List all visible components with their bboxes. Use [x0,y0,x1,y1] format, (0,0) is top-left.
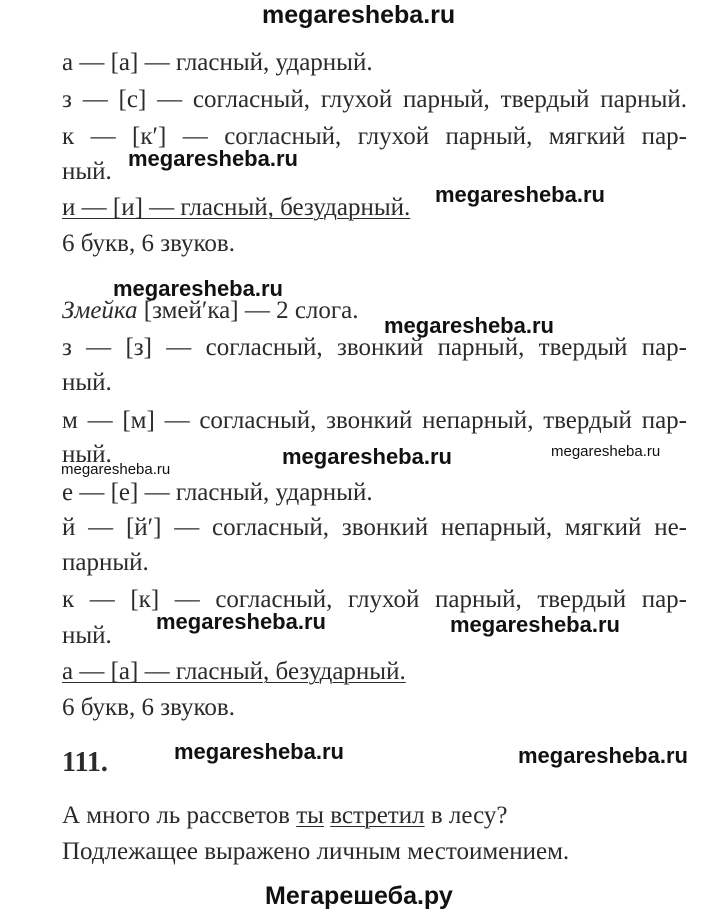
analysis-line: е — [е] — гласный, ударный. [62,479,373,506]
analyzed-word: Змейка [62,297,138,324]
analysis-line: к — [к′] — согласный, глухой парный, мягкий пар- [62,123,687,150]
sentence-text: А много ль рассветов [62,802,297,829]
analysis-line-underlined: и — [и] — гласный, безударный. [62,194,411,221]
exercise-note: Подлежащее выражено личным местоимением. [62,838,570,865]
analysis-line: з — [с] — согласный, глухой парный, твердый парный. [62,86,687,113]
watermark: megaresheba.ru [450,612,620,637]
analysis-line: ный. [62,158,112,185]
header-watermark: megaresheba.ru [262,1,456,29]
watermark: megaresheba.ru [282,444,452,469]
watermark: megaresheba.ru [384,313,554,338]
watermark-small: megaresheba.ru [551,443,661,460]
analysis-line: м — [м] — согласный, звонкий непарный, твердый пар- [62,407,687,434]
analysis-line: ный. [62,622,112,649]
analysis-line: ный. [62,369,112,396]
watermark: megaresheba.ru [128,146,298,171]
predicate-word: встретил [330,802,425,829]
analysis-line: й — [й′] — согласный, звонкий непарный, мягкий не- [62,514,687,541]
watermark: megaresheba.ru [113,276,283,301]
analysis-line: з — [з] — согласный, звонкий парный, твердый пар- [62,334,687,361]
analysis-line: парный. [62,549,149,576]
analysis-line: ный. [62,441,112,468]
word-transcription: [змей′ка] — 2 слога. [137,297,359,324]
exercise-sentence [62,801,507,831]
watermark: megaresheba.ru [518,743,688,768]
letters-sounds-count: 6 букв, 6 звуков. [62,230,235,257]
subject-word: ты [296,802,324,829]
watermark: megaresheba.ru [435,182,605,207]
sentence-text: в лесу? [424,802,508,829]
analysis-line: а — [а] — гласный, ударный. [62,49,373,76]
exercise-number: 111. [62,747,108,778]
analysis-line: к — [к] — согласный, глухой парный, твердый пар- [62,586,687,613]
watermark-small: megaresheba.ru [61,461,171,478]
watermark: megaresheba.ru [156,609,326,634]
letters-sounds-count: 6 букв, 6 звуков. [62,694,235,721]
footer-watermark: Мегарешеба.ру [265,882,453,910]
analysis-line-underlined: а — [а] — гласный, безударный. [62,658,406,685]
watermark: megaresheba.ru [174,739,344,764]
